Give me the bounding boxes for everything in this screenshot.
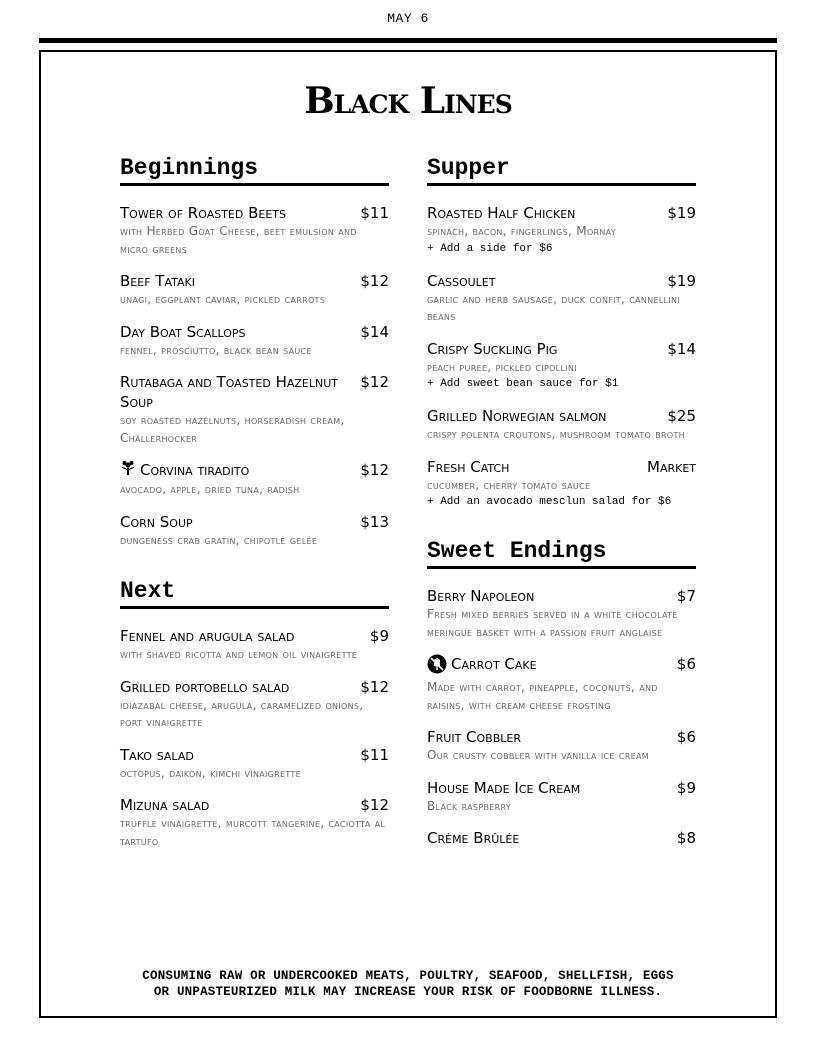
menu-item-header	[120, 271, 389, 291]
menu-item-name-wrap	[120, 322, 360, 342]
menu-item-name-wrap	[120, 677, 360, 697]
menu-item	[120, 795, 389, 850]
menu-item-description: fennel, prosciutto, black bean sauce	[120, 342, 312, 357]
menu-item-name: Tower of Roasted Beets	[120, 204, 287, 222]
menu-item-name-wrap	[427, 727, 677, 747]
menu-item-description: dungeness crab gratin, chipotle gelée	[120, 532, 318, 547]
menu-item-description: garlic and herb sausage, duck confit, cannellini beans	[427, 291, 680, 323]
menu-item-name: Day Boat Scallops	[120, 322, 246, 341]
menu-item-description: unagi, eggplant caviar, pickled carrots	[120, 292, 326, 306]
menu-item-header	[120, 372, 389, 412]
menu-item-price: $11	[360, 204, 389, 222]
menu-item-name: Crispy Suckling Pig	[427, 339, 558, 358]
menu-section	[120, 577, 389, 850]
menu-item	[120, 372, 389, 447]
menu-item-name-wrap	[427, 586, 677, 606]
menu-item-name: Crème Brûlée	[427, 829, 520, 847]
menu-item-description: Our crusty cobbler with vanilla ice cream	[427, 748, 649, 762]
menu-item-description: with shaved ricotta and lemon oil vinaigrette	[120, 647, 358, 661]
menu-item-price: $14	[360, 322, 389, 341]
menu-item-name-wrap	[427, 339, 667, 359]
menu-item-name: Carrot Cake	[451, 655, 537, 673]
menu-item-header	[427, 828, 696, 848]
menu-item-name: Grilled Norwegian salmon	[427, 407, 607, 425]
menu-item-name: Cassoulet	[427, 271, 496, 290]
menu-item-price: $12	[360, 796, 389, 814]
menu-item	[427, 778, 696, 816]
menu-item-name: House Made Ice Cream	[427, 778, 581, 797]
menu-item	[120, 512, 389, 550]
menu-item-price: $6	[676, 655, 696, 673]
menu-item-addon: + Add an avocado mesclun salad for $6	[427, 496, 672, 508]
menu-item-name-wrap	[427, 406, 667, 426]
menu-item	[427, 727, 696, 765]
menu-item-header	[120, 626, 389, 646]
food-safety-disclaimer	[0, 968, 816, 1000]
menu-item-description: crispy polenta croutons, mushroom tomato broth	[427, 427, 685, 441]
menu-item-description: truffle vinaigrette, murcott tangerine, caciotta al tartufo	[120, 816, 386, 848]
menu-item-price: Market	[647, 457, 696, 476]
section-title: Beginnings	[120, 154, 389, 186]
menu-item-name: Beef Tataki	[120, 272, 195, 290]
menu-column-right	[427, 154, 696, 864]
menu-item-price: $25	[667, 407, 696, 425]
menu-section	[120, 154, 389, 549]
menu-item-name: Berry Napoleon	[427, 587, 535, 605]
menu-item-addon: + Add sweet bean sauce for $1	[427, 378, 619, 390]
menu-item	[427, 271, 696, 326]
menu-item	[120, 322, 389, 360]
menu-item-header	[427, 406, 696, 426]
menu-item-name-wrap	[120, 795, 360, 815]
menu-item-description: Fresh mixed berries served in a white chocolate meringue basket with a passion fruit anglaise	[427, 607, 678, 639]
menu-item-description: Black raspberry	[427, 798, 511, 813]
menu-item-name: Fruit Cobbler	[427, 728, 521, 746]
menu-item	[120, 677, 389, 732]
menu-item-name: Tako salad	[120, 745, 194, 764]
menu-item-price: $9	[369, 627, 389, 645]
gluten-free-icon	[427, 654, 447, 679]
vegetarian-plant-icon	[120, 460, 136, 481]
menu-item-header	[427, 727, 696, 747]
menu-item	[427, 586, 696, 641]
menu-item	[427, 457, 696, 512]
menu-item-description: spinach, bacon, fingerlings, Mornay	[427, 224, 617, 238]
menu-item-description: cucumber, cherry tomato sauce	[427, 477, 591, 492]
menu-item-price: $11	[360, 745, 389, 764]
menu-item-name: Roasted Half Chicken	[427, 204, 576, 222]
menu-item-price: $19	[667, 271, 696, 290]
menu-item-price: $19	[667, 204, 696, 222]
menu-item	[120, 203, 389, 258]
menu-item	[427, 828, 696, 848]
menu-section	[427, 537, 696, 848]
menu-item-name-wrap	[120, 460, 360, 481]
menu-item	[120, 626, 389, 664]
menu-item	[427, 339, 696, 394]
menu-item-price: $14	[667, 339, 696, 358]
menu-item-name-wrap	[427, 457, 647, 477]
menu-item-header	[427, 271, 696, 291]
menu-item-header	[427, 203, 696, 223]
menu-item-description: octopus, daikon, kimchi vinaigrette	[120, 765, 301, 780]
menu-item-name-wrap	[427, 778, 677, 798]
menu-item	[120, 271, 389, 309]
disclaimer-line-1: CONSUMING RAW OR UNDERCOOKED MEATS, POULTRY, SEAFOOD, SHELLFISH, EGGS	[142, 969, 674, 983]
menu-item-header	[427, 457, 696, 477]
menu-item	[427, 654, 696, 714]
menu-item-name: Mizuna salad	[120, 796, 210, 814]
menu-item-header	[427, 586, 696, 606]
menu-item-name-wrap	[427, 828, 677, 848]
menu-item-description: with Herbed Goat Cheese, beet emulsion and micro greens	[120, 224, 357, 256]
menu-item	[427, 203, 696, 258]
menu-item-name-wrap	[427, 271, 667, 291]
menu-item-name: Corvina tiradito	[140, 461, 250, 479]
menu-item-name-wrap	[120, 512, 360, 532]
menu-item-name-wrap	[427, 203, 667, 223]
menu-item-price: $13	[360, 512, 389, 531]
menu-section	[427, 154, 696, 511]
menu-item-price: $12	[360, 373, 389, 391]
menu-item-price: $7	[676, 587, 696, 605]
restaurant-title: Black Lines	[304, 80, 512, 122]
menu-item	[427, 406, 696, 444]
menu-item-name: Fennel and arugula salad	[120, 627, 295, 645]
menu-item-header	[120, 203, 389, 223]
section-title: Sweet Endings	[427, 537, 696, 569]
menu-item-header	[120, 795, 389, 815]
menu-item-name-wrap	[120, 203, 360, 223]
menu-item-addon: + Add a side for $6	[427, 242, 553, 255]
menu-item-price: $12	[360, 272, 389, 290]
disclaimer-line-2: OR UNPASTEURIZED MILK MAY INCREASE YOUR RISK OF FOODBORNE ILLNESS.	[153, 985, 663, 999]
menu-item-header	[120, 677, 389, 697]
menu-item-description: soy roasted hazelnuts, horseradish cream, Chällerhocker	[120, 413, 345, 445]
menu-item-name-wrap	[120, 372, 360, 412]
menu-item-price: $12	[360, 461, 389, 479]
menu-item-name: Corn Soup	[120, 512, 193, 531]
menu-item-name-wrap	[120, 745, 360, 765]
menu-item-description: idiazabal cheese, arugula, caramelized onions, port vinaigrette	[120, 697, 364, 729]
menu-item-header	[120, 745, 389, 765]
menu-item-name-wrap	[120, 271, 360, 291]
menu-item-header	[427, 778, 696, 798]
menu-item-description: avocado, apple, dried tuna, radish	[120, 482, 300, 496]
menu-item-description: peach puree, pickled cipollini	[427, 359, 577, 374]
menu-item-name-wrap	[427, 654, 677, 679]
menu-item-name: Grilled portobello salad	[120, 677, 290, 696]
menu-item-header	[120, 460, 389, 481]
menu-date: MAY 6	[387, 11, 429, 26]
menu-item	[120, 745, 389, 783]
section-title: Next	[120, 577, 389, 609]
menu-item-price: $12	[360, 677, 389, 696]
menu-item-name: Rutabaga and Toasted Hazelnut Soup	[120, 373, 339, 411]
menu-item	[120, 460, 389, 499]
section-title: Supper	[427, 154, 696, 186]
menu-item-description: Made with carrot, pineapple, coconuts, and raisins, with cream cheese frosting	[427, 680, 658, 712]
menu-item-name-wrap	[120, 626, 370, 646]
menu-item-price: $9	[676, 778, 696, 797]
menu-item-header	[427, 339, 696, 359]
menu-item-price: $8	[676, 829, 696, 847]
menu-item-header	[120, 322, 389, 342]
top-rule	[39, 38, 777, 43]
menu-item-price: $6	[676, 728, 696, 746]
menu-item-name: Fresh Catch	[427, 457, 510, 476]
menu-item-header	[120, 512, 389, 532]
menu-column-left	[120, 154, 389, 866]
menu-item-header	[427, 654, 696, 679]
